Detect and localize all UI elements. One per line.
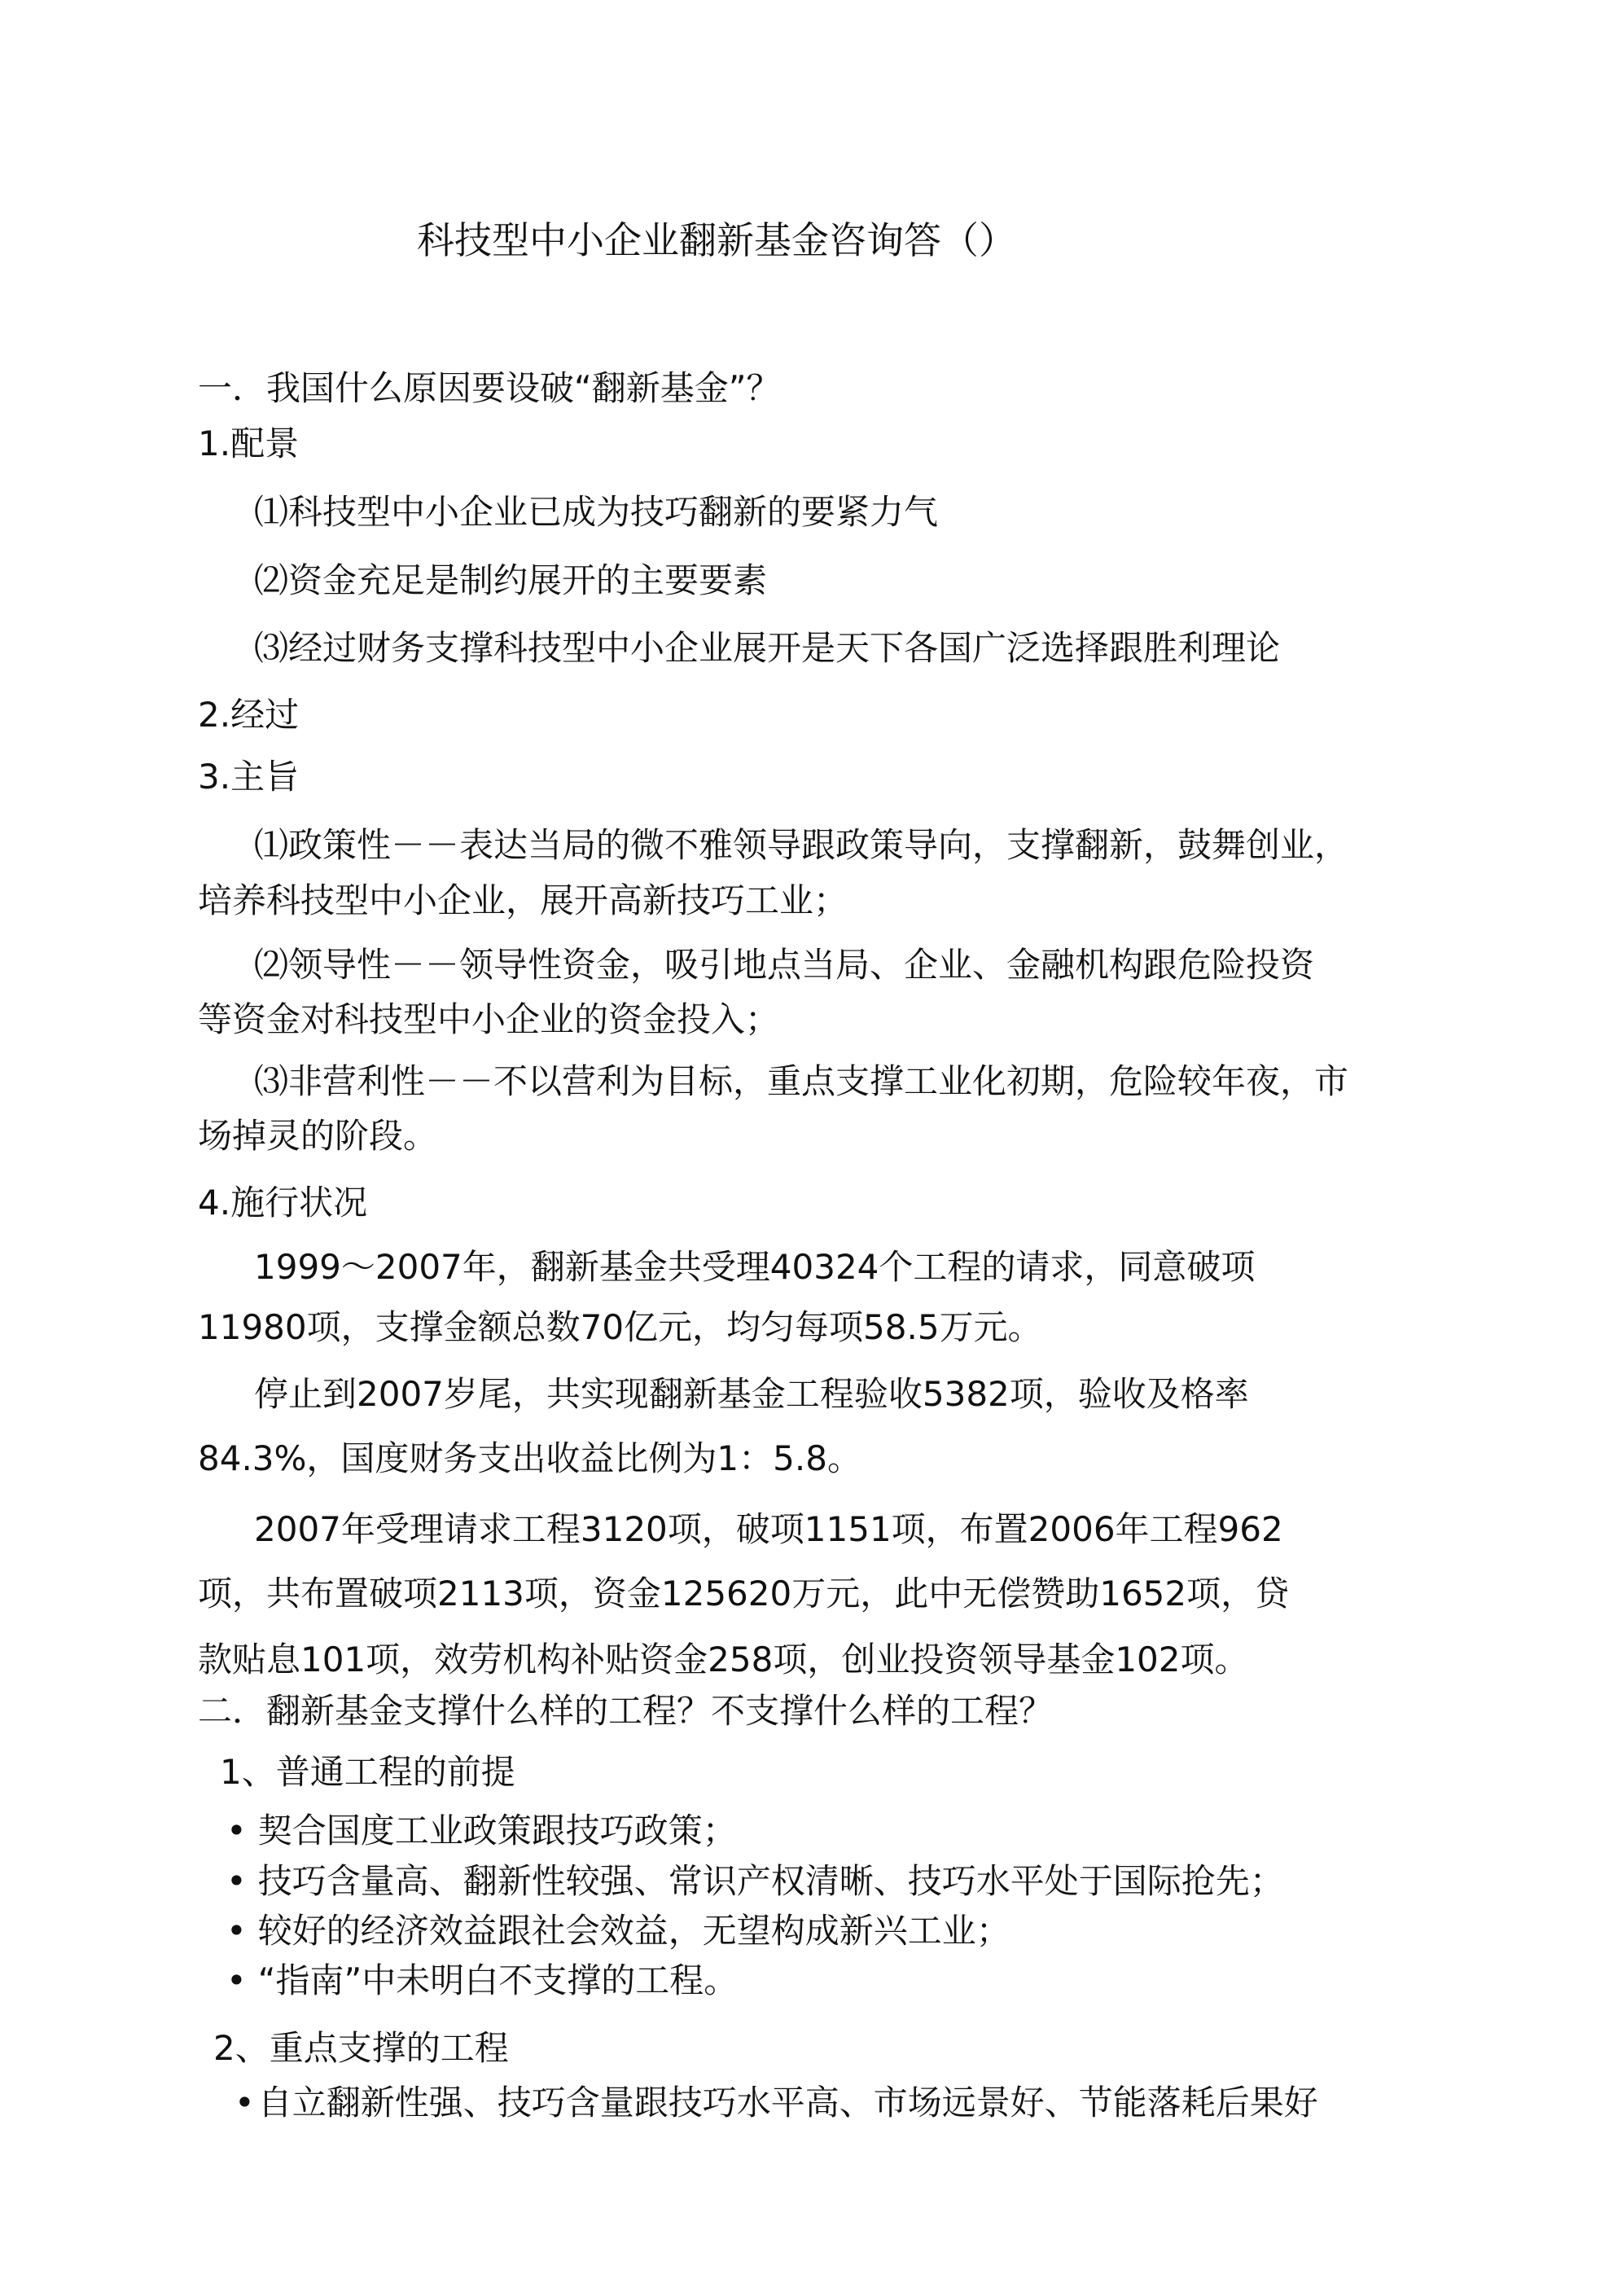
paragraph-line: ⑵领导性－－领导性资金，吸引地点当局、企业、金融机构跟危险投资 xyxy=(254,945,1315,985)
section-heading-1: 一．我国什么原因要设破“翻新基金”？ xyxy=(198,368,781,408)
subheading-background: 1.配景 xyxy=(198,424,300,463)
paragraph-line: ⑴政策性－－表达当局的微不雅领导跟政策导向，支撑翻新，鼓舞创业， xyxy=(254,825,1349,865)
paragraph-line: 11980项，支撑金额总数70亿元，均匀每项58.5万元。 xyxy=(198,1307,1042,1347)
paragraph-line: 2007年受理请求工程3120项，破项1151项，布置2006年工程962 xyxy=(254,1509,1283,1549)
bullet-text: 契合国度工业政策跟技巧政策； xyxy=(257,1811,737,1850)
bullet-text: “指南”中未明白不支撑的工程。 xyxy=(257,1960,739,2000)
bullet-text: 较好的经济效益跟社会效益，无望构成新兴工业； xyxy=(257,1911,1010,1951)
bullet-icon: • xyxy=(235,2083,255,2123)
paragraph-line: 1999～2007年，翻新基金共受理40324个工程的请求，同意破项 xyxy=(254,1247,1256,1287)
bullet-icon: • xyxy=(226,1960,247,2000)
bullet-icon: • xyxy=(226,1811,247,1850)
paragraph-line: ⑶非营利性－－不以营利为目标，重点支撑工业化初期，危险较年夜，市 xyxy=(254,1061,1349,1101)
bullet-item xyxy=(226,1861,1284,1902)
document-title: 科技型中小企业翻新基金咨询答（） xyxy=(417,218,1016,262)
paragraph-line: 项，共布置破项2113项，资金125620万元，此中无偿赞助1652项，贷 xyxy=(198,1574,1290,1613)
subheading-purpose: 3.主旨 xyxy=(198,757,300,797)
bullet-text: 技巧含量高、翻新性较强、常识产权清晰、技巧水平处于国际抢先； xyxy=(257,1861,1284,1901)
paragraph-line: ⑶经过财务支撑科技型中小企业展开是天下各国广泛选择跟胜利理论 xyxy=(254,628,1281,668)
subheading-status: 4.施行状况 xyxy=(198,1183,368,1223)
paragraph-line: 等资金对科技型中小企业的资金投入； xyxy=(198,999,780,1039)
bullet-text: 自立翻新性强、技巧含量跟技巧水平高、市场远景好、节能落耗后果好 xyxy=(257,2083,1318,2123)
subheading-general: 1、普通工程的前提 xyxy=(220,1752,515,1792)
paragraph-line: ⑵资金充足是制约展开的主要要素 xyxy=(254,560,768,600)
paragraph-line: 场掉灵的阶段。 xyxy=(198,1116,438,1156)
bullet-item xyxy=(226,1911,1010,1951)
subheading-process: 2.经过 xyxy=(198,695,300,735)
subheading-key-support: 2、重点支撑的工程 xyxy=(213,2028,509,2068)
paragraph-line: 培养科技型中小企业，展开高新技巧工业； xyxy=(198,880,848,920)
paragraph-line: 款贴息101项，效劳机构补贴资金258项，创业投资领导基金102项。 xyxy=(198,1640,1249,1679)
bullet-icon: • xyxy=(226,1911,247,1951)
bullet-item xyxy=(235,2083,1318,2123)
bullet-item xyxy=(226,1811,737,1851)
paragraph-line: 84.3%，国度财务支出收益比例为1：5.8。 xyxy=(198,1438,861,1478)
section-heading-2: 二．翻新基金支撑什么样的工程？不支撑什么样的工程？ xyxy=(198,1691,1054,1731)
bullet-icon: • xyxy=(226,1861,247,1901)
paragraph-line: ⑴科技型中小企业已成为技巧翻新的要紧力气 xyxy=(254,492,939,532)
paragraph-line: 停止到2007岁尾，共实现翻新基金工程验收5382项，验收及格率 xyxy=(254,1374,1249,1414)
bullet-item xyxy=(226,1960,738,2001)
